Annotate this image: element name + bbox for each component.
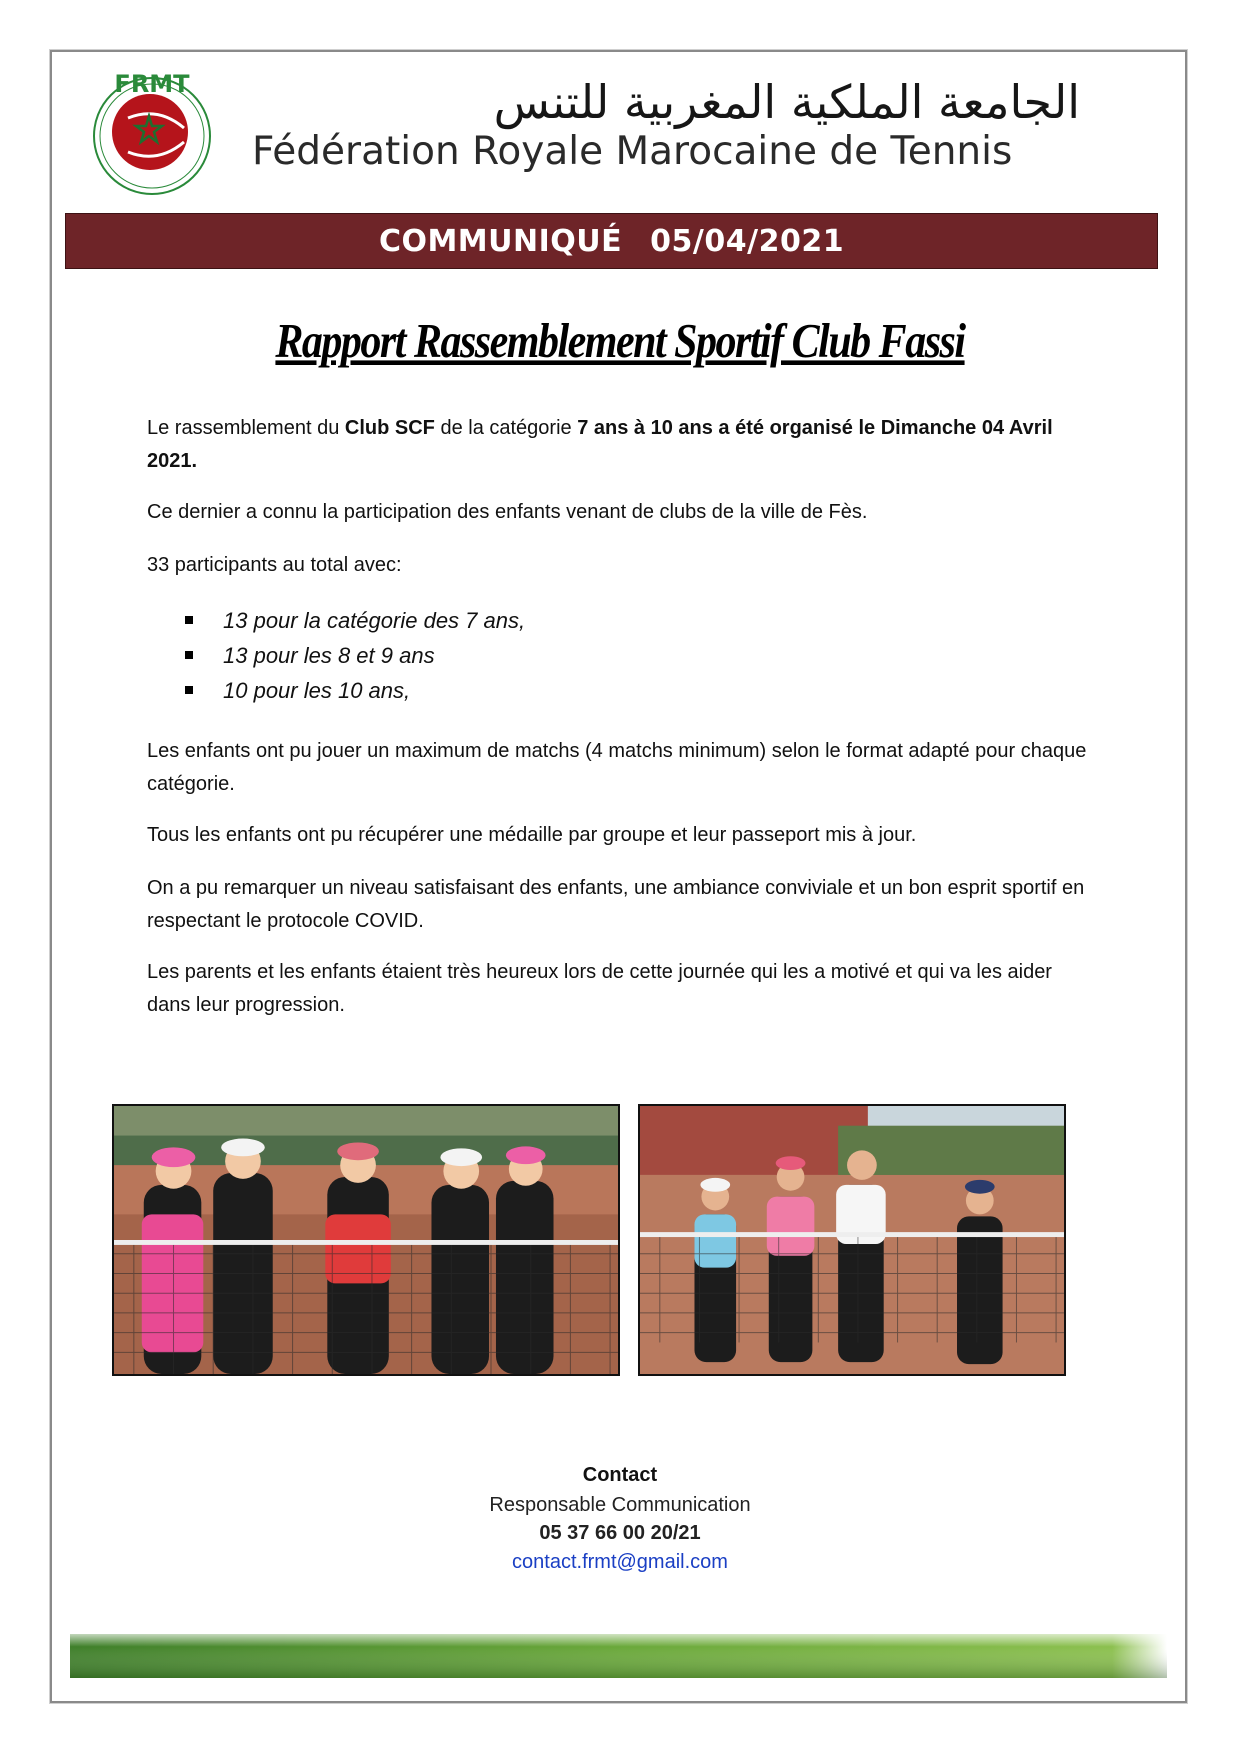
bullet-square-icon bbox=[185, 616, 193, 624]
report-title: Rapport Rassemblement Sportif Club Fassi bbox=[275, 315, 965, 369]
medals-paragraph bbox=[147, 819, 1092, 852]
contact-role: Responsable Communication bbox=[489, 1494, 751, 1516]
contact-email-link[interactable]: contact.frmt@gmail.com bbox=[512, 1551, 728, 1573]
communique-label: COMMUNIQUÉ bbox=[378, 223, 623, 259]
participation-paragraph bbox=[147, 496, 1092, 529]
list-item: 10 pour les 10 ans, bbox=[185, 673, 525, 708]
grass-decoration bbox=[70, 1630, 1167, 1678]
logo-text: FRMT bbox=[114, 70, 190, 98]
intro-text-2: de la catégorie bbox=[434, 417, 578, 439]
communique-banner bbox=[65, 213, 1158, 269]
total-paragraph bbox=[147, 549, 1092, 582]
bullet-square-icon bbox=[185, 651, 193, 659]
parents-text: Les parents et les enfants étaient très heureux lors de cette journée qui les a motivé et qui va les aider dans leur progression. bbox=[147, 961, 1052, 1016]
category-list bbox=[185, 603, 525, 708]
intro-text-1: Le rassemblement du bbox=[147, 417, 345, 439]
contact-phone: 05 37 66 00 20/21 bbox=[539, 1522, 701, 1544]
level-text: On a pu remarquer un niveau satisfaisant des enfants, une ambiance conviviale et un bon esprit sportif en respectant le protocole COVID. bbox=[147, 877, 1085, 932]
federation-name-french: Fédération Royale Marocaine de Tennis bbox=[252, 129, 1013, 174]
intro-paragraph bbox=[147, 412, 1092, 478]
parents-paragraph bbox=[147, 956, 1092, 1022]
event-photo-2 bbox=[638, 1104, 1066, 1376]
frmt-logo bbox=[88, 66, 216, 198]
medals-text: Tous les enfants ont pu récupérer une médaille par groupe et leur passeport mis à jour. bbox=[147, 824, 917, 846]
contact-heading: Contact bbox=[582, 1464, 658, 1486]
level-paragraph bbox=[147, 872, 1092, 938]
bullet-square-icon bbox=[185, 686, 193, 694]
participation-text: Ce dernier a connu la participation des enfants venant de clubs de la ville de Fès. bbox=[147, 501, 868, 523]
communique-date: 05/04/2021 bbox=[650, 223, 845, 259]
list-item: 13 pour les 8 et 9 ans bbox=[185, 638, 525, 673]
event-photo-1 bbox=[112, 1104, 620, 1376]
federation-name-arabic: الجامعة الملكية المغربية للتنس bbox=[493, 75, 1080, 129]
intro-detail: 7 ans à 10 ans a été organisé le Dimanche 04 Avril 2021. bbox=[147, 417, 1053, 472]
list-item: 13 pour la catégorie des 7 ans, bbox=[185, 603, 525, 638]
intro-club: Club SCF bbox=[344, 417, 435, 439]
total-text: 33 participants au total avec: bbox=[147, 554, 402, 576]
matches-paragraph bbox=[147, 735, 1092, 801]
matches-text: Les enfants ont pu jouer un maximum de matchs (4 matchs minimum) selon le format adapté pour chaque catégorie. bbox=[147, 740, 1087, 795]
